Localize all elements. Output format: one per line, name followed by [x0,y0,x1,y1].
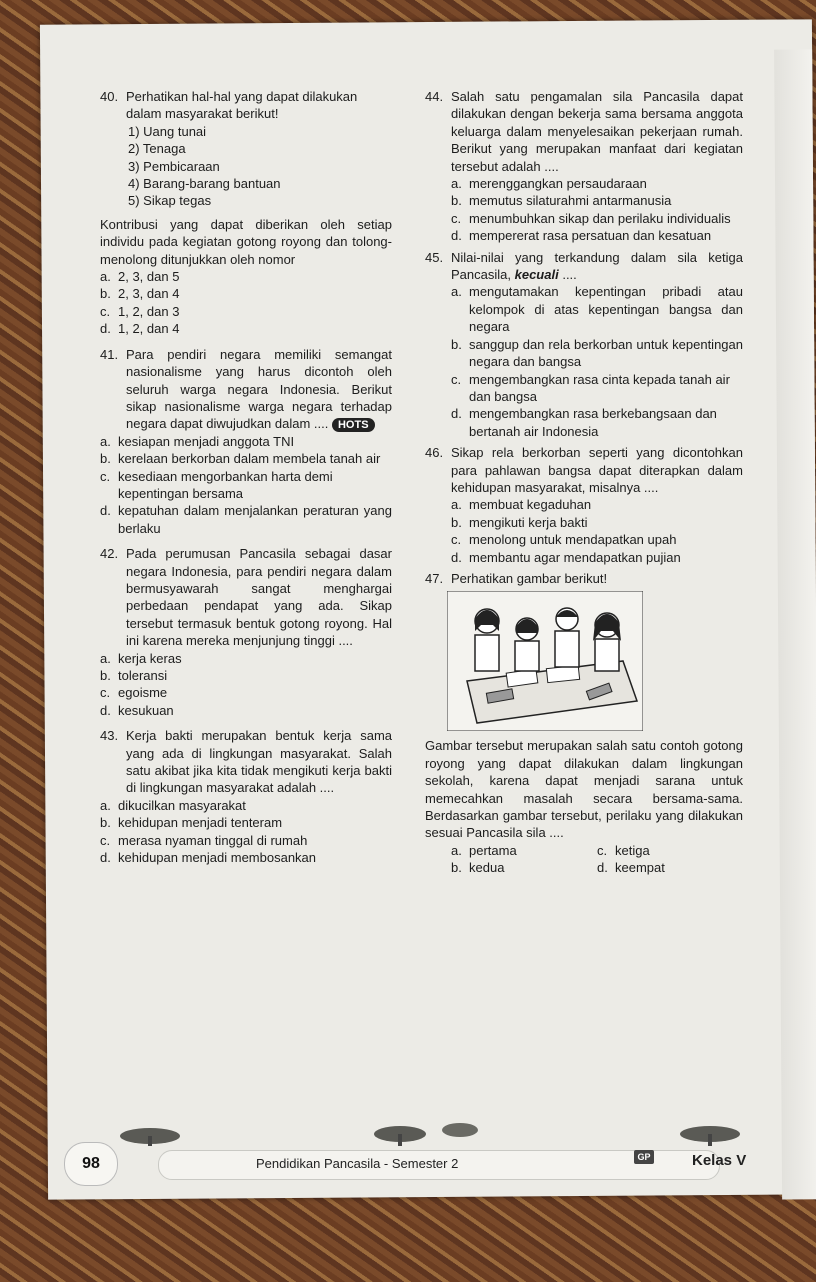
option-text: mengutamakan kepentingan pribadi atau kelompok di atas kepentingan bangsa dan negara [469,284,743,335]
option-b[interactable] [451,336,743,371]
option-letter: c. [451,532,462,548]
option-c[interactable] [451,210,743,227]
question-number: 42. [100,546,119,562]
page-number: 98 [64,1142,118,1186]
question-47 [425,570,743,877]
students-illustration [447,591,643,731]
option-letter: a. [451,176,462,192]
option-letter: d. [100,503,111,519]
question-number: 45. [425,249,444,265]
option-letter: b. [100,451,111,467]
option-d[interactable] [100,502,392,537]
option-text: merasa nyaman tinggal di rumah [118,832,308,848]
option-text: kehidupan menjadi membosankan [118,850,317,866]
option-text: menolong untuk mendapatkan upah [469,532,677,548]
option-text: kepatuhan dalam menjalankan peraturan yang berlaku [118,503,392,536]
list-item: 1) Uang tunai [128,123,207,139]
option-a[interactable] [451,496,743,513]
option-text: mengembangkan rasa cinta kepada tanah air dan bangsa [469,371,730,404]
option-text: menumbuhkan sikap dan perilaku individualis [469,210,731,226]
option-text: 1, 2, dan 4 [118,321,180,337]
hots-badge: HOTS [332,418,375,432]
option-text: egoisme [118,685,168,701]
question-intro: Perhatikan hal-hal yang dapat dilakukan dalam masyarakat berikut! [126,89,358,122]
right-column [425,88,743,881]
option-a[interactable] [451,842,597,859]
option-letter: c. [597,842,608,858]
question-stem: Sikap rela berkorban seperti yang dicontohkan para pahlawan bangsa dapat diterapkan dalam kehidupan masyarakat, misalnya .... [451,445,743,495]
option-letter: d. [100,702,111,718]
option-text: kedua [469,860,505,876]
page-edge [774,49,816,1199]
option-text: 2, 3, dan 4 [118,286,180,302]
question-stem: Kontribusi yang dapat diberikan oleh setiap individu pada kegiatan gotong royong dan tolong-menolong ditunjukkan oleh nomor [100,216,392,267]
option-text: mengikuti kerja bakti [469,514,588,530]
option-text: kesediaan mengorbankan harta demi kepentingan bersama [118,468,333,501]
option-text: kehidupan menjadi tenteram [118,815,283,831]
publisher-logo-icon: GP [634,1150,654,1164]
question-number: 40. [100,89,119,104]
question-number: 43. [100,728,119,744]
option-letter: d. [597,860,608,876]
option-d[interactable] [451,549,743,566]
option-letter: b. [100,668,111,683]
option-text: membantu agar mendapatkan pujian [469,549,681,565]
option-letter: d. [100,850,111,866]
option-letter: d. [451,549,462,565]
option-letter: b. [100,815,111,831]
option-text: kerelaan berkorban dalam membela tanah air [118,451,381,467]
page-footer [60,1140,790,1190]
options-grid [425,842,743,877]
list-item: 2) Tenaga [128,141,186,157]
question-45 [425,249,743,440]
question-stem [126,346,392,433]
question-number: 47. [425,570,444,586]
option-d[interactable] [100,849,392,866]
option-c[interactable] [100,832,392,849]
question-number: 44. [425,89,444,104]
option-d[interactable] [100,702,392,719]
option-text: memutus silaturahmi antarmanusia [469,193,672,209]
option-letter: a. [100,797,111,813]
option-letter: d. [451,228,462,244]
option-a[interactable] [451,283,743,335]
list-item: 3) Pembicaraan [128,158,220,174]
option-text: merenggangkan persaudaraan [469,176,647,192]
option-text: sanggup dan rela berkorban untuk kepentingan negara dan bangsa [469,336,743,370]
option-text: dikucilkan masyarakat [118,797,246,813]
option-a[interactable] [100,650,392,667]
option-b[interactable] [100,450,392,467]
option-letter: a. [100,269,111,285]
option-d[interactable] [100,320,392,337]
option-letter: a. [100,433,111,449]
option-c[interactable] [451,531,743,548]
option-b[interactable] [451,514,743,531]
question-stem [451,249,743,284]
option-b[interactable] [451,192,743,209]
option-letter: c. [451,371,462,387]
option-text: mengembangkan rasa berkebangsaan dan bertanah air Indonesia [469,406,717,439]
question-42 [100,545,392,719]
option-text: pertama [469,842,517,858]
subject-title: Pendidikan Pancasila - Semester 2 [256,1156,459,1171]
option-letter: a. [451,842,462,858]
item-list [126,123,392,210]
question-46 [425,444,743,566]
option-c[interactable] [100,468,392,503]
question-stem-text: Para pendiri negara memiliki semangat nasionalisme yang harus dicontoh oleh seluruh warga negara Indonesia. Berikut sikap nasionalisme warga negara terhadap negara dapat diwujudkan dalam .... [126,346,392,432]
option-d[interactable] [597,859,743,876]
question-40 [100,88,392,338]
question-stem: Pada perumusan Pancasila sebagai dasar negara Indonesia, para pendiri negara dalam bermusyawarah sangat menghargai perbedaan pendapat yang ada. Sikap tersebut termasuk bentuk gotong royong. Hal ini karena mereka menjunjung tinggi .... [126,546,392,649]
option-letter: c. [100,468,111,484]
option-c[interactable] [451,371,743,406]
list-item: 5) Sikap tegas [128,193,212,209]
option-text: ketiga [615,842,650,858]
question-stem: Kerja bakti merupakan bentuk kerja sama yang ada di lingkungan masyarakat. Salah satu akibat jika kita tidak mengikuti kerja bakti di lingkungan masyarakat adalah .... [126,728,392,796]
left-column [100,88,392,870]
option-letter: b. [451,193,462,209]
option-letter: b. [100,286,111,302]
option-c[interactable] [597,842,743,859]
option-letter: c. [100,832,111,848]
option-a[interactable] [100,797,392,814]
option-text: kesiapan menjadi anggota TNI [118,433,295,449]
option-letter: a. [451,284,462,300]
option-a[interactable] [100,268,392,285]
option-text: kesukuan [118,702,174,718]
option-c[interactable] [100,303,392,320]
option-text: 2, 3, dan 5 [118,269,180,285]
question-44 [425,88,743,245]
question-stem-ellipsis: .... [562,267,577,283]
option-c[interactable] [100,684,392,701]
option-letter: b. [451,514,462,530]
option-b[interactable] [451,859,597,876]
option-b[interactable] [100,667,392,684]
question-stem: Salah satu pengamalan sila Pancasila dapat dilakukan dengan bekerja sama bersama anggota keluarga dalam menyelesaikan pekerjaan rumah. Berikut yang merupakan manfaat dari kegiatan tersebut adalah .... [451,89,743,174]
question-41 [100,346,392,537]
decorative-trees-icon [60,1116,790,1146]
option-letter: c. [100,303,111,319]
option-d[interactable] [451,405,743,440]
option-letter: c. [451,210,462,226]
option-d[interactable] [451,227,743,244]
option-letter: b. [451,336,462,352]
question-number: 41. [100,346,119,362]
option-letter: d. [100,321,111,337]
question-stem: Gambar tersebut merupakan salah satu contoh gotong royong yang dapat dilakukan dalam lingkungan sekolah, karena dapat menjadi sarana untuk memecahkan masalah secara bersama-sama. Berdasarkan gambar tersebut, perilaku yang dilakukan sesuai Pancasila sila .... [425,738,743,841]
option-text: toleransi [118,668,168,683]
option-letter: c. [100,685,111,701]
question-number: 46. [425,445,444,461]
grade-label: Kelas V [692,1152,747,1169]
option-letter: b. [451,860,462,876]
option-text: 1, 2, dan 3 [118,303,180,319]
option-letter: a. [451,497,462,513]
option-a[interactable] [451,175,743,192]
emphasis-kecuali: kecuali [514,267,559,283]
question-43 [100,727,392,866]
question-intro: Perhatikan gambar berikut! [451,570,608,586]
option-letter: d. [451,406,462,422]
list-item: 4) Barang-barang bantuan [128,176,281,192]
option-text: kerja keras [118,650,182,666]
option-b[interactable] [100,285,392,302]
option-a[interactable] [100,433,392,450]
option-text: membuat kegaduhan [469,497,592,513]
option-text: mempererat rasa persatuan dan kesatuan [469,228,712,244]
option-b[interactable] [100,814,392,831]
option-letter: a. [100,650,111,666]
question-stem-text: Nilai-nilai yang terkandung dalam sila ketiga Pancasila, [451,249,743,283]
option-text: keempat [615,860,665,876]
